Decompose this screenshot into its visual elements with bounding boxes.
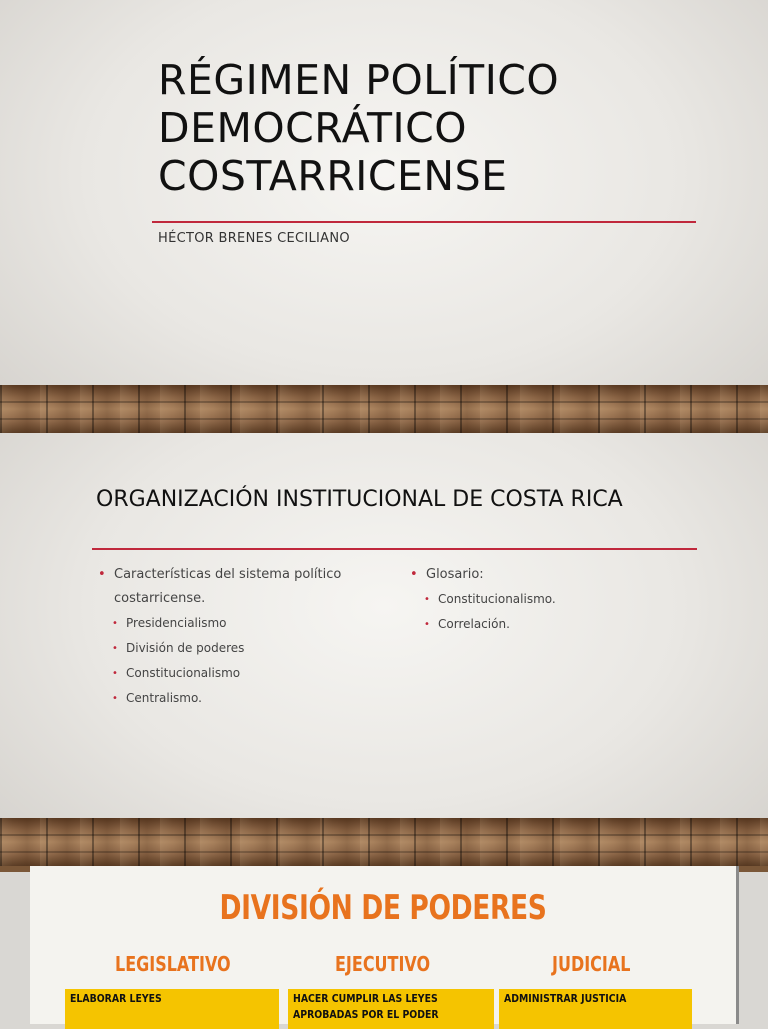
sub-bullet-item	[98, 636, 368, 661]
judicial-box	[499, 989, 692, 1029]
title-line: COSTARRICENSE	[158, 152, 508, 200]
powers-slide	[30, 866, 739, 1024]
author-name: HÉCTOR BRENES CECILIANO	[158, 231, 350, 246]
bullet-text: Glosario:	[426, 567, 484, 582]
title-divider	[92, 548, 697, 550]
column-heading-legislativo: LEGISLATIVO	[115, 952, 231, 976]
title-line: RÉGIMEN POLÍTICO	[158, 56, 560, 104]
presentation-title	[158, 56, 718, 200]
slide-margin	[739, 872, 768, 1024]
bullet-text: Características del sistema político costarricense.	[114, 567, 342, 606]
slide-title: ORGANIZACIÓN INSTITUCIONAL DE COSTA RICA	[96, 487, 623, 512]
bullet-item	[98, 563, 368, 611]
title-divider	[152, 221, 696, 223]
left-column	[98, 563, 368, 711]
content-slide	[0, 433, 768, 866]
wood-floor-decoration	[0, 818, 768, 866]
title-slide	[0, 0, 768, 433]
column-heading-ejecutivo: EJECUTIVO	[335, 952, 431, 976]
legislativo-box-text: ELABORAR LEYES	[70, 992, 162, 1005]
sub-bullet-text: Correlación.	[438, 617, 510, 631]
sub-bullet-text: Presidencialismo	[126, 616, 227, 630]
sub-bullet-item	[410, 612, 690, 637]
judicial-box-text: ADMINISTRAR JUSTICIA	[504, 992, 627, 1005]
sub-bullet-text: Centralismo.	[126, 691, 202, 705]
bullet-item	[410, 563, 690, 587]
legislativo-box	[65, 989, 279, 1029]
sub-bullet-item	[98, 661, 368, 686]
sub-bullet-text: Constitucionalismo.	[438, 592, 556, 606]
slide-margin	[0, 872, 30, 1024]
sub-bullet-text: Constitucionalismo	[126, 666, 241, 680]
sub-bullet-item	[98, 686, 368, 711]
powers-title: DIVISIÓN DE PODERES	[219, 888, 547, 928]
ejecutivo-box	[288, 989, 494, 1029]
sub-bullet-text: División de poderes	[126, 641, 245, 655]
right-column	[410, 563, 690, 637]
wood-floor-decoration	[0, 385, 768, 433]
sub-bullet-item	[410, 587, 690, 612]
column-heading-judicial: JUDICIAL	[552, 952, 631, 976]
sub-bullet-item	[98, 611, 368, 636]
ejecutivo-box-text: HACER CUMPLIR LAS LEYES APROBADAS POR EL PODER	[293, 992, 439, 1021]
title-line: DEMOCRÁTICO	[158, 104, 467, 152]
